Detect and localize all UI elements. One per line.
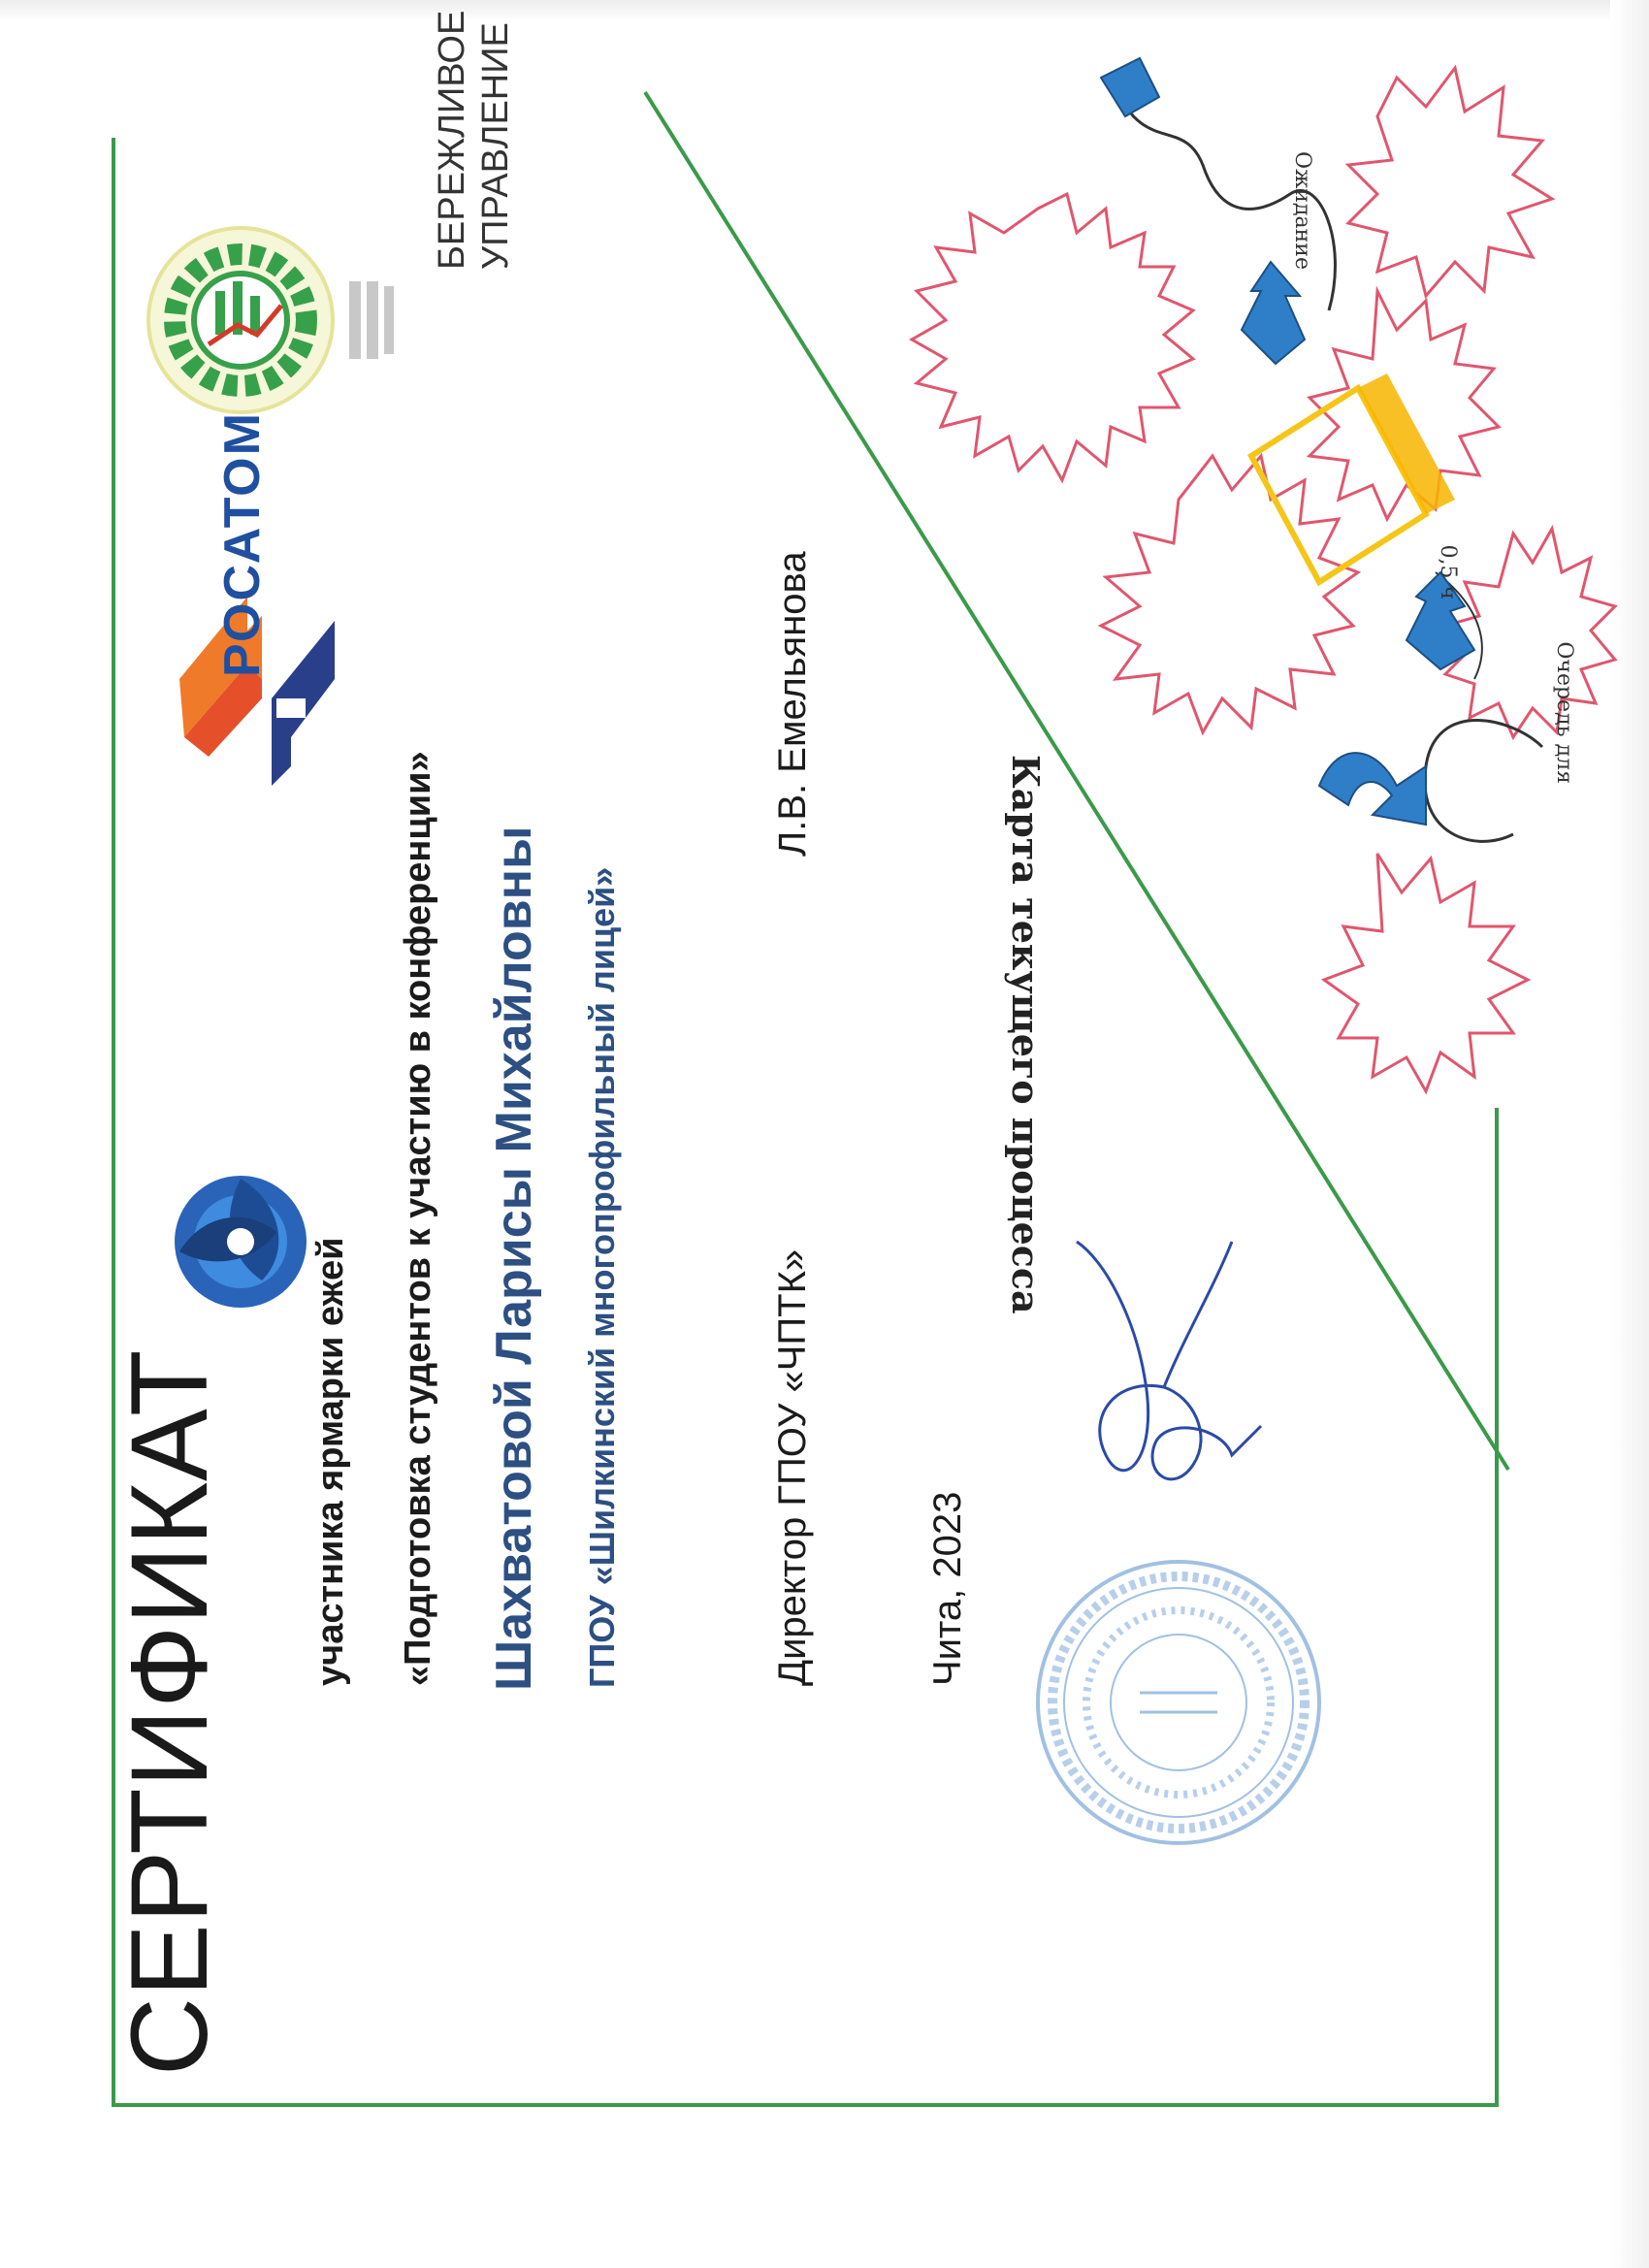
frame-border-bottom <box>1495 1108 1499 2107</box>
frame-border-left <box>112 2103 1499 2107</box>
rosatom-logo-text: РОСАТОМ <box>214 411 271 677</box>
signatory-name: Л.В. Емельянова <box>771 551 814 857</box>
lean-logo-text-line2: УПРАВЛЕНИЕ <box>475 22 516 270</box>
event-name: «Подготовка студентов к участию в конференции» <box>398 751 438 1686</box>
recipient-organization: ГПОУ «Шилкинский многопрофильный лицей» <box>582 866 622 1688</box>
certificate-title: СЕРТИФИКАТ <box>109 1348 230 2076</box>
process-label-time: 0,5 ч <box>1436 544 1460 599</box>
process-label-waiting: Ожидание <box>1290 151 1314 270</box>
process-label-queue: Очередь для <box>1552 641 1576 784</box>
lean-logo-text-line1: БЕРЕЖЛИВОЕ <box>432 10 472 270</box>
recipient-name: Шахватовой Ларисы Михайловны <box>486 826 542 1691</box>
certificate-subtitle: участника ярмарки ежей <box>310 1237 351 1686</box>
place-date: Чита, 2023 <box>926 1491 969 1686</box>
signatory-title: Директор ГПОУ «ЧПТК» <box>771 1248 814 1686</box>
process-map-title: Карта текущего процесса <box>1004 755 1048 1314</box>
